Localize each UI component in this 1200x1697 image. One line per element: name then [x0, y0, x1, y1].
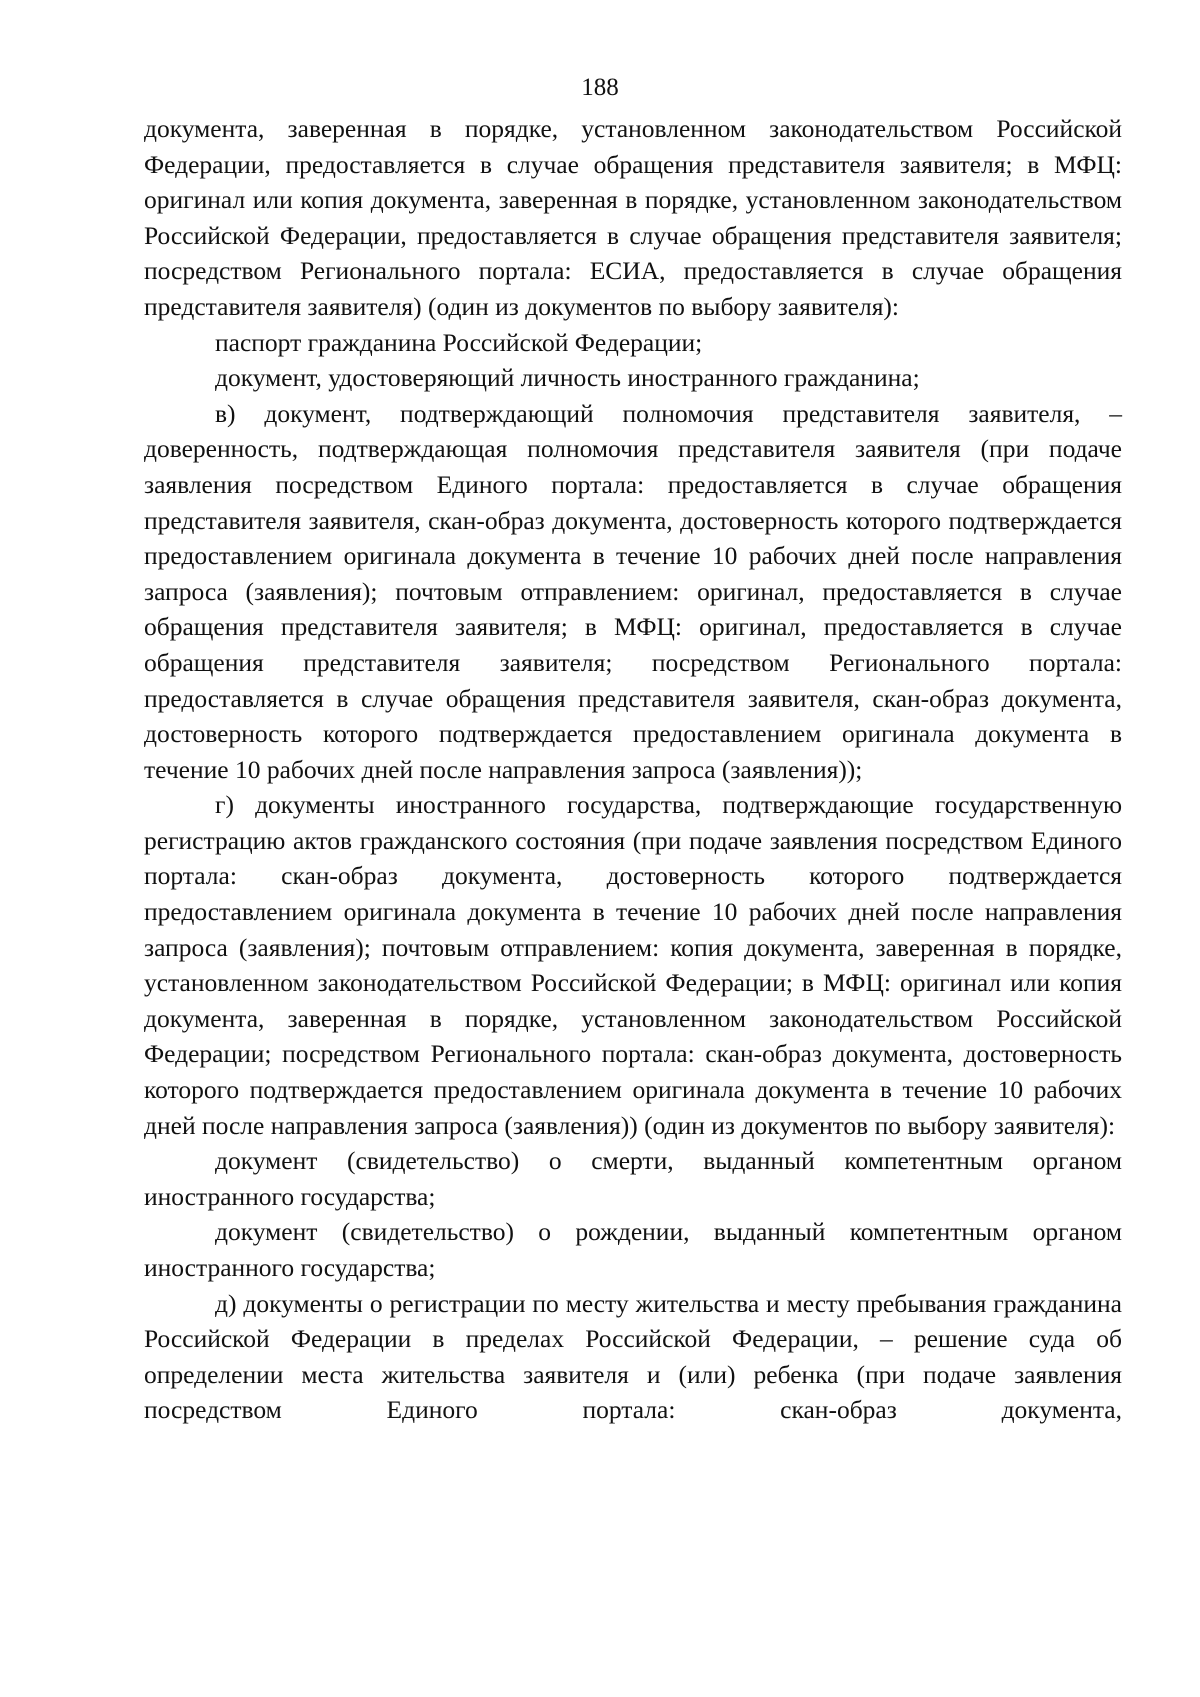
- list-item-passport: паспорт гражданина Российской Федерации;: [215, 327, 703, 357]
- document-body: [144, 111, 1122, 1428]
- list-item-foreign-id: документ, удостоверяющий личность иностранного гражданина;: [215, 363, 920, 393]
- paragraph-item-d: д) документы о регистрации по месту жительства и месту пребывания гражданина Российской Федерации в пределах Российской Федерации, – решение суда об определении места жительства заявителя и (или) ребенка (при подаче заявления посредством Единого портала: скан-образ документа,: [144, 1288, 1122, 1425]
- list-item-death-certificate: документ (свидетельство) о смерти, выданный компетентным органом иностранного государства;: [144, 1146, 1122, 1211]
- page-number: 188: [581, 74, 619, 101]
- paragraph-continuation: документа, заверенная в порядке, установленном законодательством Российской Федерации, предоставляется в случае обращения представителя заявителя; в МФЦ: оригинал или копия документа, заверенная в порядке, установленном законодательством Российской Федерации, предоставляется в случае обращения представителя заявителя; посредством Регионального портала: ЕСИА, предоставляется в случае обращения представителя заявителя) (один из документов по выбору заявителя):: [144, 114, 1122, 321]
- paragraph-item-g: г) документы иностранного государства, подтверждающие государственную регистрацию актов гражданского состояния (при подаче заявления посредством Единого портала: скан-образ документа, достоверность которого подтверждается предоставлением оригинала документа в течение 10 рабочих дней после направления запроса (заявления); почтовым отправлением: копия документа, заверенная в порядке, установленном законодательством Российской Федерации; в МФЦ: оригинал или копия документа, заверенная в порядке, установленном законодательством Российской Федерации; посредством Регионального портала: скан-образ документа, достоверность которого подтверждается предоставлением оригинала документа в течение 10 рабочих дней после направления запроса (заявления)) (один из документов по выбору заявителя):: [144, 790, 1122, 1140]
- list-item-birth-certificate: документ (свидетельство) о рождении, выданный компетентным органом иностранного государства;: [144, 1217, 1122, 1282]
- paragraph-item-v: в) документ, подтверждающий полномочия представителя заявителя, – доверенность, подтверждающая полномочия представителя заявителя (при подаче заявления посредством Единого портала: предоставляется в случае обращения представителя заявителя, скан-образ документа, достоверность которого подтверждается предоставлением оригинала документа в течение 10 рабочих дней после направления запроса (заявления); почтовым отправлением: оригинал, предоставляется в случае обращения представителя заявителя; в МФЦ: оригинал, предоставляется в случае обращения представителя заявителя; посредством Регионального портала: предоставляется в случае обращения представителя заявителя, скан-образ документа, достоверность которого подтверждается предоставлением оригинала документа в течение 10 рабочих дней после направления запроса (заявления));: [144, 398, 1122, 784]
